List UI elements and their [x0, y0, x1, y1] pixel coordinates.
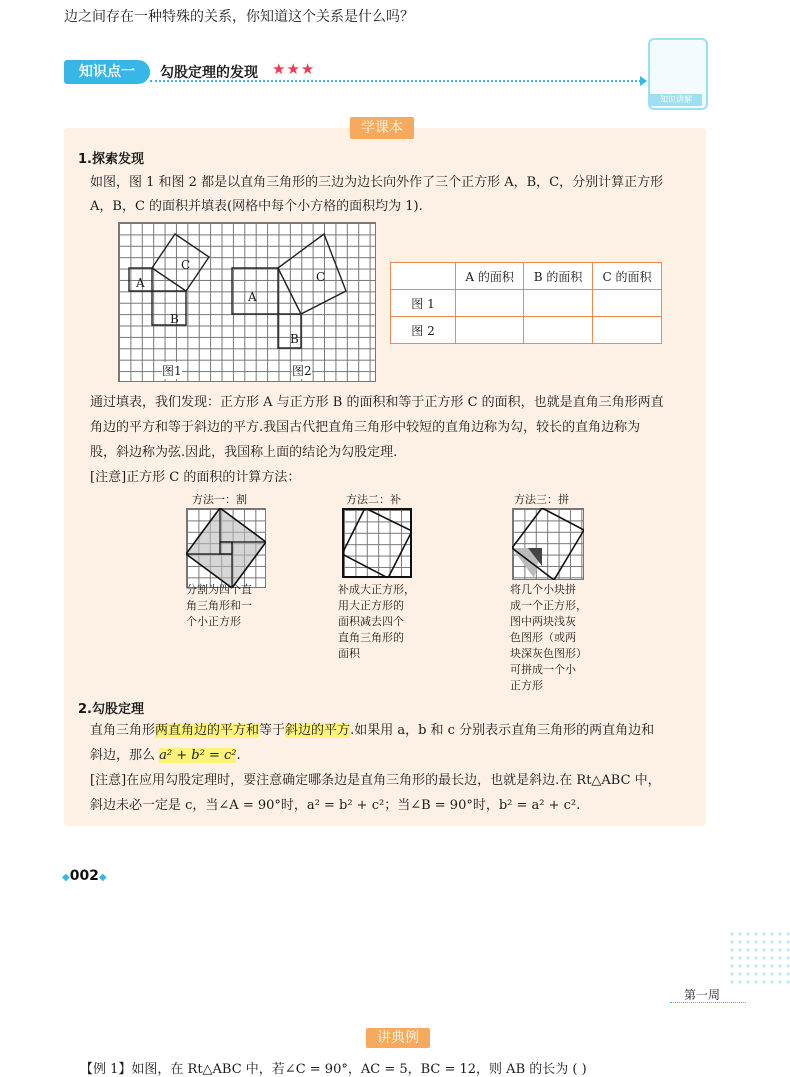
formula-highlight: a² + b² = c²	[159, 748, 237, 763]
method3-desc-5: 块深灰色图形）	[510, 647, 587, 660]
table-header-cell: C 的面积	[592, 263, 661, 290]
table-cell[interactable]	[456, 290, 524, 317]
dot-pattern	[728, 930, 790, 984]
method2-desc-3: 面积减去四个	[338, 615, 404, 628]
part1-heading: 1.探索发现	[78, 152, 144, 167]
table-row	[391, 317, 662, 344]
table-cell[interactable]	[456, 317, 524, 344]
fig2-label-a: A	[248, 290, 257, 304]
table-cell[interactable]	[592, 290, 661, 317]
table-cell[interactable]	[592, 317, 661, 344]
fig2-label-c: C	[316, 270, 326, 284]
area-table	[390, 262, 662, 344]
knowledge-label: 知识讲解	[650, 94, 702, 106]
part1-para2: A，B，C 的面积并填表(网格中每个小方格的面积均为 1).	[90, 199, 423, 214]
method2-desc-4: 直角三角形的	[338, 631, 404, 644]
table-cell[interactable]	[524, 317, 593, 344]
part1-para1: 如图，图 1 和图 2 都是以直角三角形的三边为边长向外作了三个正方形 A，B，C，分别计算正方形	[90, 175, 664, 190]
method1-desc-1: 分割为四个直	[186, 583, 252, 596]
section-title: 勾股定理的发现	[160, 65, 258, 81]
method1-desc-3: 个小正方形	[186, 615, 241, 628]
theorem-line-2	[90, 743, 241, 768]
table-header-cell: B 的面积	[524, 263, 593, 290]
page-number: ◆002◆	[62, 868, 107, 884]
theorem-note-1: [注意]在应用勾股定理时，要注意确定哪条边是直角三角形的最长边，也就是斜边.在 Rt△ABC 中，	[90, 773, 661, 788]
fig2-label-b: B	[290, 332, 299, 346]
method3-desc-4: 色图形（或两	[510, 631, 576, 644]
method1-figure	[186, 508, 266, 588]
method3-title: 方法三：拼	[514, 493, 569, 506]
table-header-cell	[391, 263, 456, 290]
panel-badge: 学课本	[350, 117, 414, 139]
fig1-label-a: A	[136, 276, 145, 290]
table-cell: 图 1	[391, 290, 456, 317]
theorem-text: 直角三角形	[90, 723, 156, 738]
table-header-cell: A 的面积	[456, 263, 524, 290]
method3-desc-6: 可拼成一个小	[510, 663, 576, 676]
week-divider	[670, 1002, 746, 1003]
fig2-caption: 图2	[292, 364, 312, 378]
theorem-text: .如果用 a，b 和 c 分别表示直角三角形的两直角边和	[350, 723, 655, 738]
table-header-row	[391, 263, 662, 290]
difficulty-stars: ★★★	[272, 60, 316, 78]
method3-desc-7: 正方形	[510, 679, 543, 692]
table-cell: 图 2	[391, 317, 456, 344]
fig1-caption: 图1	[162, 364, 182, 378]
method3-figure	[512, 508, 584, 580]
theorem-text: 等于	[259, 723, 286, 738]
theorem-note-2: 斜边未必一定是 c，当∠A = 90°时，a² = b² + c²；当∠B = 90°时，b² = a² + c².	[90, 798, 581, 813]
intro-line: 边之间存在一种特殊的关系，你知道这个关系是什么吗？	[64, 9, 414, 25]
example-badge: 讲典例	[366, 1028, 430, 1048]
table-row	[391, 290, 662, 317]
example-line: 【例 1】如图，在 Rt△ABC 中，若∠C = 90°，AC = 5，BC = 12，则 AB 的长为 ( )	[80, 1062, 587, 1077]
method2-figure	[342, 508, 412, 578]
method3-desc-2: 成一个正方形，	[510, 599, 587, 612]
discover-line-2: 角边的平方和等于斜边的平方.我国古代把直角三角形中较短的直角边称为勾，较长的直角边称为	[90, 420, 641, 435]
discover-line-1: 通过填表，我们发现：正方形 A 与正方形 B 的面积和等于正方形 C 的面积，也就是直角三角形两直	[90, 395, 664, 410]
discover-line-3: 股，斜边称为弦.因此，我国称上面的结论为勾股定理.	[90, 445, 398, 460]
theorem-line-1	[90, 718, 654, 743]
arrow-icon	[640, 76, 647, 86]
method2-desc-2: 用大正方形的	[338, 599, 404, 612]
highlight-legs: 两直角边的平方和	[155, 723, 260, 738]
method1-desc-2: 角三角形和一	[186, 599, 252, 612]
method2-title: 方法二：补	[346, 493, 401, 506]
figure-squares	[118, 222, 376, 382]
method2-desc-5: 面积	[338, 647, 360, 660]
note-methods: [注意]正方形 C 的面积的计算方法：	[90, 470, 301, 485]
theorem-text: .	[236, 748, 241, 763]
method3-desc-3: 图中两块浅灰	[510, 615, 576, 628]
fig1-label-b: B	[170, 312, 179, 326]
fig1-label-c: C	[181, 258, 191, 272]
method1-title: 方法一：割	[192, 493, 247, 506]
table-cell[interactable]	[524, 290, 593, 317]
method2-desc-1: 补成大正方形，	[338, 583, 415, 596]
theorem-text: 斜边，那么	[90, 748, 156, 763]
highlight-hypotenuse: 斜边的平方	[285, 723, 351, 738]
section-divider	[150, 80, 645, 82]
part2-heading: 2.勾股定理	[78, 702, 144, 717]
week-label: 第一周	[684, 988, 721, 1002]
method3-desc-1: 将几个小块拼	[510, 583, 576, 596]
section-tag: 知识点一	[64, 60, 150, 84]
